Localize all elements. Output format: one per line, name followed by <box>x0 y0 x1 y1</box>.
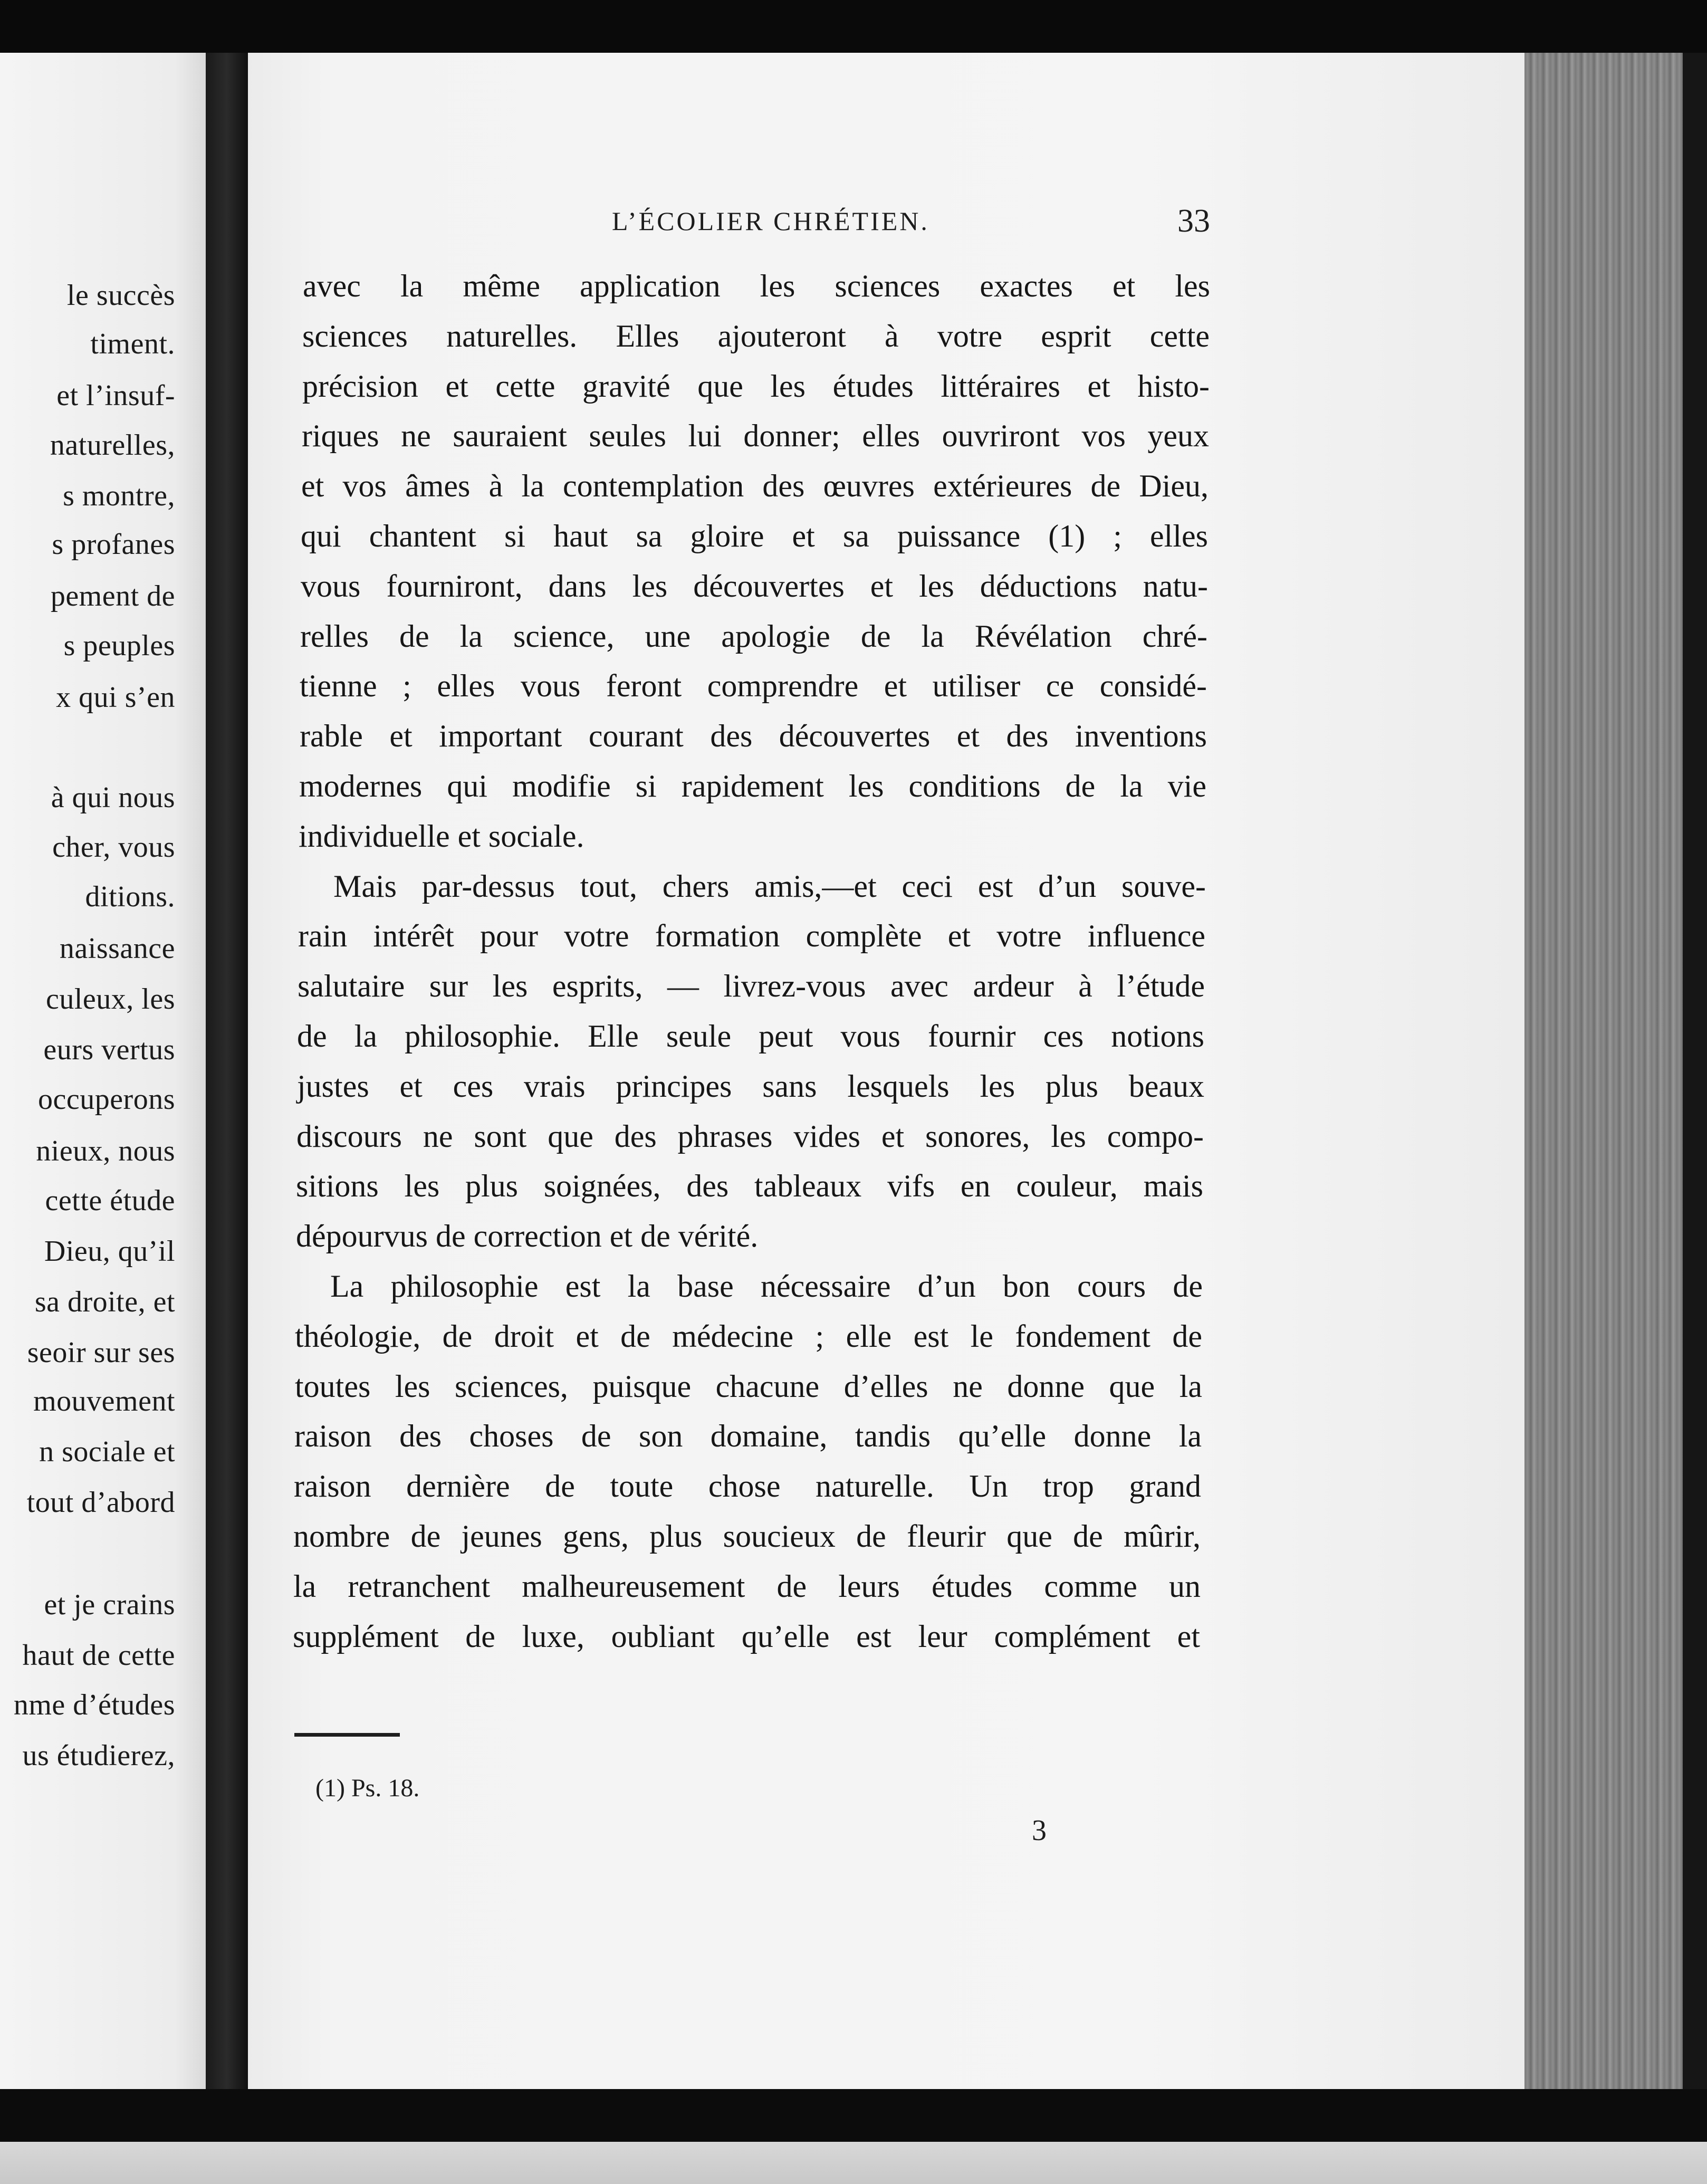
left-page-line: n sociale et <box>39 1435 175 1468</box>
body-text-line: sciences naturelles. Elles ajouteront à votre esprit cette <box>302 319 1210 353</box>
body-text-line: précision et cette gravité que les études littéraires et histo- <box>302 369 1210 404</box>
left-page-line: tout d’abord <box>26 1486 175 1519</box>
body-text-line: rain intérêt pour votre formation complète et votre influence <box>298 918 1205 953</box>
left-page-line: nieux, nous <box>36 1135 175 1167</box>
body-text-line: nombre de jeunes gens, plus soucieux de fleurir que de mûrir, <box>293 1519 1201 1554</box>
left-page-line: pement de <box>50 580 175 612</box>
left-page-line: sa droite, et <box>34 1286 175 1318</box>
left-page-line: occuperons <box>37 1083 175 1116</box>
left-page-line: timent. <box>90 328 175 360</box>
left-page-line: à qui nous <box>51 781 175 814</box>
footnote-divider <box>294 1733 400 1737</box>
body-text-line: raison dernière de toute chose naturelle. Un trop grand <box>294 1469 1201 1503</box>
left-page-line: eurs vertus <box>43 1033 175 1066</box>
body-text-line: supplément de luxe, oubliant qu’elle est leur complément et <box>293 1619 1200 1654</box>
body-text-line: individuelle et sociale. <box>299 819 584 854</box>
body-text-line: vous fourniront, dans les découvertes et les déductions natu- <box>301 569 1208 604</box>
left-page-line: naissance <box>59 932 175 965</box>
body-text-line: la retranchent malheureusement de leurs études comme un <box>293 1569 1201 1604</box>
body-text-line: qui chantent si haut sa gloire et sa puissance (1) ; elles <box>301 519 1208 553</box>
left-page-line: s peuples <box>63 629 175 662</box>
left-page-line: et l’insuf- <box>56 379 175 412</box>
body-text-line: Mais par-dessus tout, chers amis,—et ceci est d’un souve- <box>333 869 1206 904</box>
left-page-line: s montre, <box>63 480 175 512</box>
body-text-line: discours ne sont que des phrases vides et sonores, les compo- <box>296 1119 1204 1154</box>
body-text-line: salutaire sur les esprits, — livrez-vous avec ardeur à l’étude <box>298 969 1205 1003</box>
body-text-line: de la philosophie. Elle seule peut vous fournir ces notions <box>297 1019 1204 1053</box>
left-page-line: et je crains <box>44 1588 175 1621</box>
scan-top-border <box>0 0 1707 53</box>
left-page-line: cher, vous <box>52 831 175 864</box>
body-text-line: tienne ; elles vous feront comprendre et utiliser ce considé- <box>300 668 1207 703</box>
left-page-line: Dieu, qu’il <box>44 1235 175 1268</box>
page-number: 33 <box>1177 203 1210 239</box>
scan-right-border <box>1683 53 1707 2089</box>
facing-page-left <box>0 53 206 2094</box>
body-text-line: raison des choses de son domaine, tandis qu’elle donne la <box>294 1419 1202 1453</box>
left-page-line: cette étude <box>45 1184 175 1217</box>
left-page-line: s profanes <box>52 528 175 561</box>
scan-bottom-strip <box>0 2142 1707 2184</box>
left-page-line: us étudierez, <box>22 1739 175 1772</box>
body-text-line: avec la même application les sciences exactes et les <box>303 269 1210 303</box>
body-text-line: La philosophie est la base nécessaire d’un bon cours de <box>330 1269 1203 1304</box>
left-page-line: naturelles, <box>50 429 175 462</box>
left-page-line: ditions. <box>85 880 175 913</box>
body-text-line: théologie, de droit et de médecine ; elle est le fondement de <box>295 1319 1202 1354</box>
left-page-line: le succès <box>66 279 175 312</box>
left-page-line: nme d’études <box>13 1689 175 1721</box>
body-text-line: justes et ces vrais principes sans lesquels les plus beaux <box>297 1069 1204 1104</box>
left-page-line: haut de cette <box>22 1639 175 1672</box>
left-page-line: seoir sur ses <box>27 1336 175 1369</box>
left-page-line: mouvement <box>33 1385 175 1417</box>
left-page-line: x qui s’en <box>56 681 175 714</box>
signature-mark: 3 <box>1032 1814 1047 1847</box>
body-text-line: relles de la science, une apologie de la Révélation chré- <box>300 619 1207 654</box>
body-text-line: sitions les plus soignées, des tableaux vifs en couleur, mais <box>296 1168 1203 1203</box>
book-gutter <box>206 53 248 2184</box>
left-page-line: culeux, les <box>46 983 175 1016</box>
body-text-line: dépourvus de correction et de vérité. <box>296 1219 759 1253</box>
body-text-line: et vos âmes à la contemplation des œuvres extérieures de Dieu, <box>301 468 1209 503</box>
body-text-line: rable et important courant des découvertes et des inventions <box>300 719 1207 753</box>
body-text-line: riques ne sauraient seules lui donner; elles ouvriront vos yeux <box>302 418 1209 453</box>
page-edges <box>1524 53 1683 2089</box>
body-text-line: toutes les sciences, puisque chacune d’elles ne donne que la <box>295 1369 1202 1404</box>
footnote: (1) Ps. 18. <box>315 1774 420 1802</box>
body-text-line: modernes qui modifie si rapidement les conditions de la vie <box>299 769 1206 803</box>
running-header: L’ÉCOLIER CHRÉTIEN. <box>612 206 929 236</box>
